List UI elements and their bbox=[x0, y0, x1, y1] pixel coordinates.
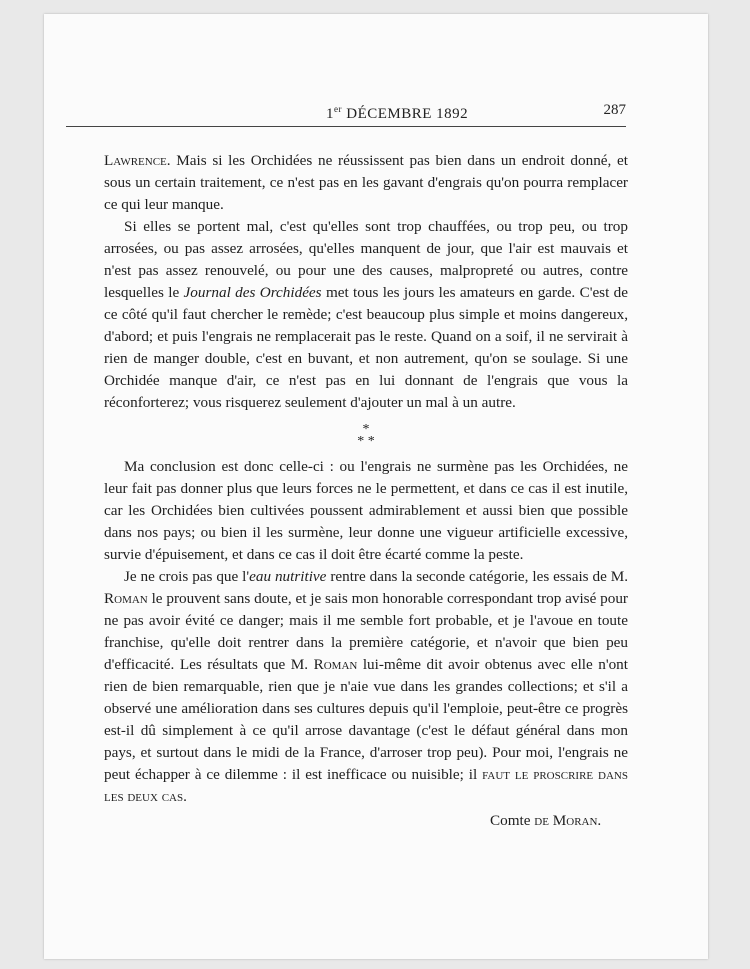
header-date: 1er DÉCEMBRE 1892 bbox=[326, 104, 469, 122]
page-number: 287 bbox=[603, 102, 626, 118]
person-roman-2: Roman bbox=[313, 656, 358, 673]
running-header bbox=[66, 100, 626, 127]
person-roman: Roman bbox=[104, 590, 148, 607]
journal-title: Journal des Orchidées bbox=[183, 284, 322, 301]
product-name: eau nutritive bbox=[249, 568, 327, 585]
author-name-lead: Lawrence. bbox=[104, 152, 171, 169]
paragraph-2: Si elles se portent mal, c'est qu'elles sont trop chauffées, ou trop peu, ou trop arrosées, ou pas assez arrosées, qu'elles manquent de jour, que l'air est mauvais et n'est pas assez renouvelé, ou pour une des causes, malpropreté ou autres, contre lesquelles le Journal des Orchidées met tous les jours les amateurs en garde. C'est de ce côté qu'il faut chercher le remède; c'est beaucoup plus simple et moins dangereux, d'abord; et puis l'engrais ne remplacerait pas le reste. Quand on a soif, il ne servirait à rien de manger double, c'est en buvant, et non autrement, qu'on se soulage. Si une Orchidée manque d'air, ce n'est pas en lui donnant de l'engrais que vous la réconforterez; vous risquerez seulement d'ajouter un mal à un autre. bbox=[104, 218, 628, 411]
conclusion-caps: faut le proscrire dans les deux cas. bbox=[104, 766, 628, 805]
paragraph-3: Ma conclusion est donc celle-ci : ou l'engrais ne surmène pas les Orchidées, ne leur fait pas donner plus que leurs forces ne le permettent, et dans ce cas il est inutile, car les Orchidées bien cultivées poussent admirablement et aussi bien que possible dans nos pays; ou bien il les surmène, leur donne une vigueur artificielle excessive, survie d'épuisement, et dans ce cas il doit être écarté comme la peste. bbox=[104, 458, 628, 563]
article-body bbox=[104, 150, 628, 808]
signature: Comte de Moran. bbox=[490, 812, 602, 829]
paragraph-1: Lawrence. Mais si les Orchidées ne réussissent pas bien dans un endroit donné, et sous un certain traitement, ce n'est pas en les gavant d'engrais qu'on pourra remplacer ce qui leur manque. bbox=[104, 152, 628, 213]
section-break-asterism: * * * bbox=[357, 422, 375, 449]
paragraph-4: Je ne crois pas que l'eau nutritive rentre dans la seconde catégorie, les essais de M. Roman le prouvent sans doute, et je sais mon honorable correspondant trop avisé pour ne pas avoir évité ce danger; mais il me semble fort probable, et je l'avoue en toute franchise, qu'elle doit rentrer dans la première catégorie, et n'avoir que bien peu d'efficacité. Les résultats que M. Roman lui-même dit avoir obtenus avec elle n'ont rien de bien remarquable, rien que je n'aie vue dans les grandes collections; et s'il a observé une amélioration dans ses cultures depuis qu'il l'emploie, peut-être ce progrès est-il dû simplement à ce qu'il arrose davantage (c'est le défaut général dans mon pays, et surtout dans le midi de la France, d'arroser trop peu). Pour moi, l'engrais ne peut échapper à ce dilemme : il est inefficace ou nuisible; il faut le proscrire dans les deux cas. bbox=[104, 568, 629, 805]
